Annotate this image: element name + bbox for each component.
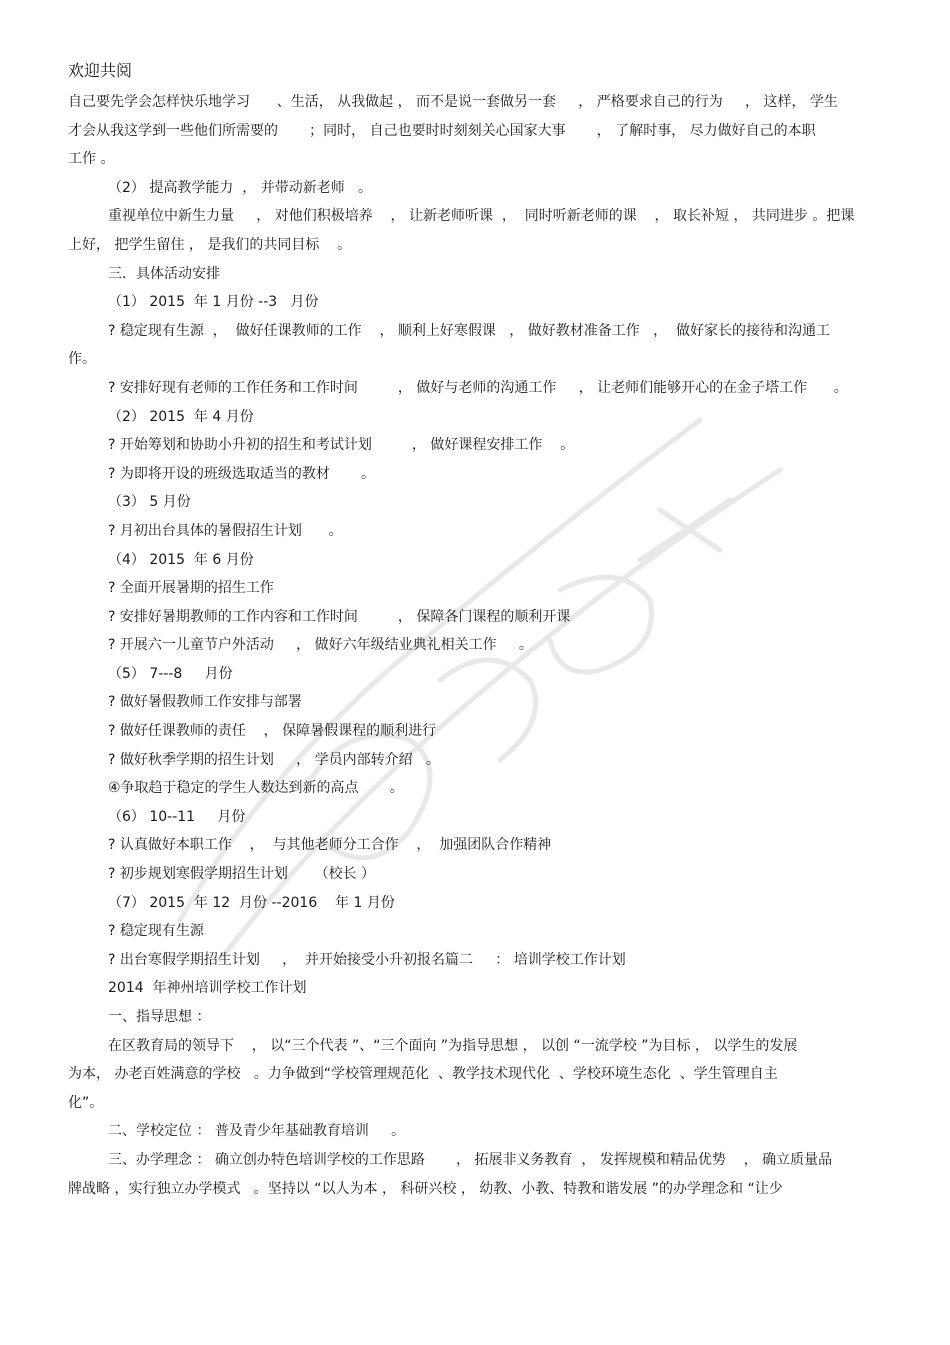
- document-body: [68, 88, 880, 1203]
- text-line: 工作 。: [68, 151, 115, 168]
- text-line: 上好， 把学生留住 ， 是我们的共同目标 。: [68, 236, 352, 253]
- text-line: 2014 年神州培训学校工作计划: [108, 980, 307, 997]
- text-line: 牌战略 ，实行独立办学模式 。坚持以 “以人为本 ， 科研兴校 ， 幼教、小教、特教和谐发展 ”的办学理念和 “让少: [68, 1180, 783, 1197]
- text-line: ④争取趋于稳定的学生人数达到新的高点 。: [108, 780, 404, 797]
- text-line: （3） 5 月份: [108, 494, 191, 511]
- text-line: ? 初步规划寒假学期招生计划 （校长 ）: [108, 866, 376, 883]
- text-line: ? 稳定现有生源 ， 做好任课教师的工作 ， 顺利上好寒假课 ， 做好教材准备工作 ， 做好家长的接待和沟通工: [108, 322, 830, 339]
- text-line: ? 做好秋季学期的招生计划 ， 学员内部转介绍 。: [108, 751, 440, 768]
- text-line: ? 全面开展暑期的招生工作: [108, 580, 274, 597]
- text-line: 在区教育局的领导下 ， 以“三个代表 ”、“三个面向 ”为指导思想 ， 以创 “一流学校 ”为目标 ， 以学生的发展: [108, 1037, 798, 1054]
- text-line: ? 稳定现有生源: [108, 923, 204, 940]
- text-line: 化”。: [68, 1094, 104, 1111]
- text-line: （2） 2015 年 4 月份: [108, 408, 254, 425]
- text-line: （7） 2015 年 12 月份 --2016 年 1 月份: [108, 894, 395, 911]
- text-line: （5） 7---8 月份: [108, 665, 233, 682]
- text-line: 作。: [68, 351, 96, 368]
- text-line: （6） 10--11 月份: [108, 808, 246, 825]
- text-line: （1） 2015 年 1 月份 --3 月份: [108, 294, 319, 311]
- text-line: 三、办学理念 ： 确立创办特色培训学校的工作思路 ， 拓展非义务教育 ， 发挥规模和精品优势 ， 确立质量品: [108, 1151, 833, 1168]
- text-line: （4） 2015 年 6 月份: [108, 551, 254, 568]
- text-line: 为本， 办老百姓满意的学校 。力争做到“学校管理规范化 、教学技术现代化 、学校环境生态化 、学生管理自主: [68, 1066, 778, 1083]
- text-line: 重视单位中新生力量 ， 对他们积极培养 ， 让新老师听课 ， 同时听新老师的课 ， 取长补短 ， 共同进步 。把课: [108, 208, 855, 225]
- text-line: ? 安排好现有老师的工作任务和工作时间 ， 做好与老师的沟通工作 ， 让老师们能够开心的在金子塔工作 。: [108, 379, 848, 396]
- text-line: ? 出台寒假学期招生计划 ， 并开始接受小升初报名篇二 ： 培训学校工作计划: [108, 951, 626, 968]
- text-line: ? 开展六一儿童节户外活动 ， 做好六年级结业典礼相关工作 。: [108, 637, 533, 654]
- text-line: ? 认真做好本职工作 ， 与其他老师分工合作 ， 加强团队合作精神: [108, 837, 552, 854]
- text-line: ? 月初出台具体的暑假招生计划 。: [108, 522, 343, 539]
- document-header: 欢迎共阅: [68, 61, 133, 80]
- text-line: 二、学校定位 ： 普及青少年基础教育培训 。: [108, 1123, 406, 1140]
- text-line: 一、指导思想 ：: [108, 1009, 211, 1025]
- text-line: （2） 提高教学能力 ， 并带动新老师 。: [108, 179, 373, 196]
- text-line: ? 做好任课教师的责任 ， 保障暑假课程的顺利进行: [108, 723, 437, 740]
- text-line: 才会从我这学到一些他们所需要的 ；同时， 自己也要时时刻刻关心国家大事 ， 了解时事， 尽力做好自己的本职: [68, 122, 816, 139]
- text-line: ? 开始筹划和协助小升初的招生和考试计划 ， 做好课程安排工作 。: [108, 437, 575, 454]
- text-line: ? 为即将开设的班级选取适当的教材 。: [108, 465, 376, 482]
- text-line: 三．具体活动安排: [108, 265, 220, 282]
- text-line: ? 做好暑假教师工作安排与部署: [108, 694, 302, 711]
- text-line: 自己要先学会怎样快乐地学习 、生活， 从我做起 ， 而不是说一套做另一套 ， 严格要求自己的行为 ， 这样， 学生: [68, 94, 838, 110]
- text-line: ? 安排好暑期教师的工作内容和工作时间 ， 保障各门课程的顺利开课: [108, 608, 571, 625]
